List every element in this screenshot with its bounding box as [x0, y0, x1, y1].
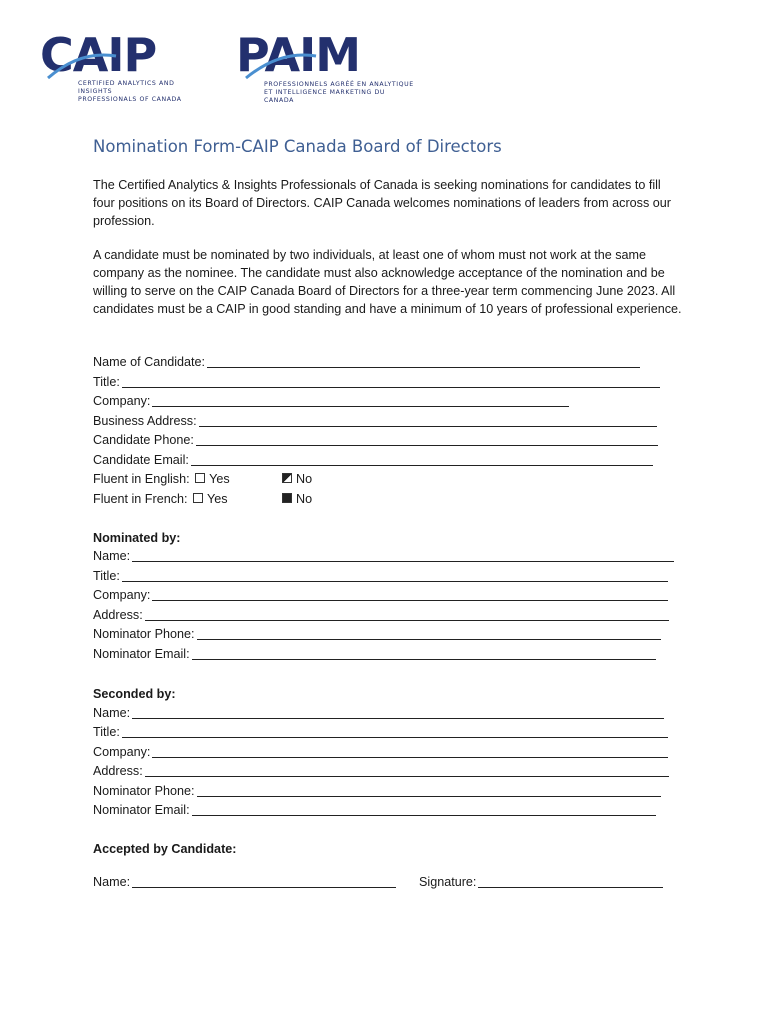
paim-logo-sub-line-2: ET INTELLIGENCE MARKETING DU CANADA — [264, 89, 385, 104]
seconder-phone-row — [93, 782, 661, 801]
accepted-name-label: Name: — [93, 875, 131, 889]
nominator-phone-field[interactable] — [197, 625, 661, 640]
seconder-company-field[interactable] — [152, 743, 668, 758]
seconder-name-label: Name: — [93, 706, 131, 720]
candidate-name-row — [93, 353, 640, 372]
nominator-company-field[interactable] — [152, 586, 668, 601]
candidate-email-field[interactable] — [191, 451, 653, 466]
seconder-company-row — [93, 743, 668, 762]
candidate-company-label: Company: — [93, 394, 151, 408]
seconder-address-field[interactable] — [145, 762, 669, 777]
seconder-phone-field[interactable] — [197, 782, 661, 797]
nominator-name-field[interactable] — [132, 547, 674, 562]
nominator-phone-row — [93, 625, 661, 644]
caip-logo — [40, 28, 210, 103]
seconder-phone-label: Nominator Phone: — [93, 784, 195, 798]
candidate-email-row — [93, 451, 653, 470]
nominator-title-label: Title: — [93, 569, 120, 583]
fluent-english-yes-label: Yes — [209, 472, 230, 486]
fluent-english-yes-checkbox[interactable] — [195, 473, 205, 483]
signature-label: Signature: — [419, 875, 477, 889]
nominator-title-row — [93, 567, 668, 586]
fluent-french-yes-label: Yes — [207, 492, 228, 506]
accepted-by-heading: Accepted by Candidate: — [93, 842, 237, 856]
caip-logo-sub-line-2: PROFESSIONALS OF CANADA — [78, 96, 182, 103]
signature-row — [419, 873, 663, 892]
nominator-company-label: Company: — [93, 588, 151, 602]
nominator-name-row — [93, 547, 674, 566]
candidate-email-label: Candidate Email: — [93, 453, 189, 467]
candidate-name-label: Name of Candidate: — [93, 355, 206, 369]
fluent-french-label: Fluent in French: — [93, 492, 188, 506]
fluent-french-yes-checkbox[interactable] — [193, 493, 203, 503]
signature-field[interactable] — [478, 873, 663, 888]
seconded-by-heading: Seconded by: — [93, 687, 176, 701]
fluent-english-no-option — [280, 470, 312, 489]
nominator-email-row — [93, 645, 656, 664]
nominator-email-field[interactable] — [192, 645, 656, 660]
nominator-company-row — [93, 586, 668, 605]
seconder-name-row — [93, 704, 664, 723]
seconder-title-field[interactable] — [122, 723, 668, 738]
caip-logo-word: CAIP — [40, 28, 157, 82]
candidate-company-row — [93, 392, 569, 411]
seconder-email-label: Nominator Email: — [93, 803, 190, 817]
nominated-by-heading: Nominated by: — [93, 531, 181, 545]
candidate-address-label: Business Address: — [93, 414, 197, 428]
fluent-french-no-label: No — [296, 492, 313, 506]
seconder-address-label: Address: — [93, 764, 143, 778]
fluent-french-no-checkbox[interactable] — [282, 493, 292, 503]
fluent-french-row — [93, 490, 313, 509]
candidate-phone-row — [93, 431, 658, 450]
seconder-email-row — [93, 801, 656, 820]
accepted-name-field[interactable] — [132, 873, 396, 888]
nominator-phone-label: Nominator Phone: — [93, 627, 195, 641]
candidate-company-field[interactable] — [152, 392, 569, 407]
candidate-address-field[interactable] — [199, 412, 657, 427]
candidate-title-field[interactable] — [122, 373, 660, 388]
candidate-address-row — [93, 412, 657, 431]
nominator-email-label: Nominator Email: — [93, 647, 190, 661]
seconder-name-field[interactable] — [132, 704, 664, 719]
caip-logo-sub-line-1: CERTIFIED ANALYTICS AND INSIGHTS — [78, 80, 175, 95]
seconder-title-label: Title: — [93, 725, 120, 739]
nominator-address-field[interactable] — [145, 606, 669, 621]
seconder-company-label: Company: — [93, 745, 151, 759]
nominator-address-row — [93, 606, 669, 625]
fluent-english-row — [93, 470, 313, 489]
accepted-name-row — [93, 873, 396, 892]
fluent-english-no-label: No — [296, 472, 313, 486]
paim-logo — [236, 28, 416, 104]
fluent-english-label: Fluent in English: — [93, 472, 190, 486]
form-title: Nomination Form-CAIP Canada Board of Directors — [93, 137, 502, 156]
fluent-english-no-checkbox[interactable] — [282, 473, 292, 483]
nominator-title-field[interactable] — [122, 567, 668, 582]
candidate-title-row — [93, 373, 660, 392]
candidate-name-field[interactable] — [207, 353, 640, 368]
intro-paragraph: The Certified Analytics & Insights Professionals of Canada is seeking nominations for candidates to fill four positions on its Board of Directors. CAIP Canada welcomes nominations of leaders from across our profession. — [93, 178, 671, 228]
candidate-phone-field[interactable] — [196, 431, 658, 446]
paim-swoosh-icon — [236, 46, 356, 86]
candidate-phone-label: Candidate Phone: — [93, 433, 194, 447]
candidate-title-label: Title: — [93, 375, 120, 389]
nominator-address-label: Address: — [93, 608, 143, 622]
seconder-email-field[interactable] — [192, 801, 656, 816]
paim-logo-word: PAIM — [236, 28, 360, 82]
requirements-paragraph: A candidate must be nominated by two individuals, at least one of whom must not work at the same company as the nominee. The candidate must also acknowledge acceptance of the nomination and be willing to serve on the CAIP Canada Board of Directors for a three-year term commencing June 2023. All candidates must be a CAIP in good standing and have a minimum of 10 years of professional experience. — [93, 248, 682, 316]
nomination-form — [93, 136, 683, 889]
seconder-address-row — [93, 762, 669, 781]
seconder-title-row — [93, 723, 668, 742]
nominator-name-label: Name: — [93, 549, 131, 563]
paim-logo-sub-line-1: PROFESSIONNELS AGRÉÉ EN ANALYTIQUE — [264, 81, 414, 88]
fluent-french-no-option — [280, 490, 312, 509]
